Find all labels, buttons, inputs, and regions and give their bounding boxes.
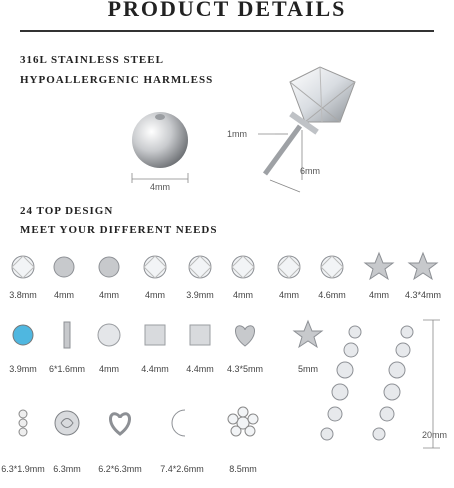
star-crystal-stud-icon [362, 250, 396, 289]
spec-material: 316L STAINLESS STEEL [20, 54, 164, 66]
size-caption: 4mm [279, 290, 299, 300]
size-caption: 3.9mm [9, 364, 37, 374]
size-caption: 4mm [369, 290, 389, 300]
size-caption: 4.4mm [141, 364, 169, 374]
size-caption: 6.2*6.3mm [98, 464, 142, 474]
climber-earrings-image [315, 318, 454, 468]
ball-dimension: 4mm [150, 182, 170, 192]
post-thickness-dimension: 1mm [227, 129, 247, 139]
round-gem-stud-icon [6, 250, 40, 289]
star-crystal-stud-icon [406, 250, 440, 289]
size-caption: 4.6mm [318, 290, 346, 300]
title-divider [20, 30, 434, 32]
size-caption: 6*1.6mm [48, 364, 85, 374]
size-caption: 4.4mm [186, 364, 214, 374]
matte-ball-stud-icon [47, 250, 81, 289]
size-caption: 8.5mm [229, 464, 257, 474]
ball-back-image [125, 105, 195, 185]
size-caption: 3.8mm [9, 290, 37, 300]
size-caption: 4mm [99, 364, 119, 374]
size-caption: 4mm [233, 290, 253, 300]
heart-stud-icon [228, 318, 262, 357]
row-1-designs [0, 250, 454, 310]
design-count: 24 TOP DESIGN [20, 205, 114, 217]
climber-dimension: 20mm [422, 430, 448, 440]
ball-stud-icon [92, 250, 126, 289]
opal-stud-icon [6, 318, 40, 357]
size-caption: 5mm [298, 364, 318, 374]
size-caption: 4mm [54, 290, 74, 300]
cube-stud-icon [183, 318, 217, 357]
size-caption: 4mm [99, 290, 119, 300]
triple-crystal-bar-icon [6, 406, 40, 445]
size-caption: 4.3*4mm [404, 290, 441, 300]
crescent-moon-stud-icon [165, 406, 199, 445]
design-tagline: MEET YOUR DIFFERENT NEEDS [20, 224, 218, 236]
rose-stud-icon [50, 406, 84, 445]
crystal-stud-icon [183, 250, 217, 289]
crystal-stud-icon [315, 250, 349, 289]
open-heart-stud-icon [103, 406, 137, 445]
page-title: PRODUCT DETAILS [107, 0, 347, 21]
crystal-stud-icon [138, 250, 172, 289]
size-caption: 7.4*2.6mm [160, 464, 204, 474]
size-caption: 6.3*1.9mm [1, 464, 45, 474]
size-caption: 3.9mm [186, 290, 214, 300]
spec-hypoallergenic: HYPOALLERGENIC HARMLESS [20, 74, 214, 86]
flower-cluster-stud-icon [226, 406, 260, 445]
disc-stud-icon [92, 318, 126, 357]
crystal-stud-icon [272, 250, 306, 289]
size-caption: 4.3*5mm [226, 364, 263, 374]
bar-stud-icon [50, 318, 84, 357]
post-length-dimension: 6mm [300, 166, 320, 176]
crystal-stud-icon [226, 250, 260, 289]
size-caption: 6.3mm [53, 464, 81, 474]
square-stud-icon [138, 318, 172, 357]
size-caption: 4mm [145, 290, 165, 300]
